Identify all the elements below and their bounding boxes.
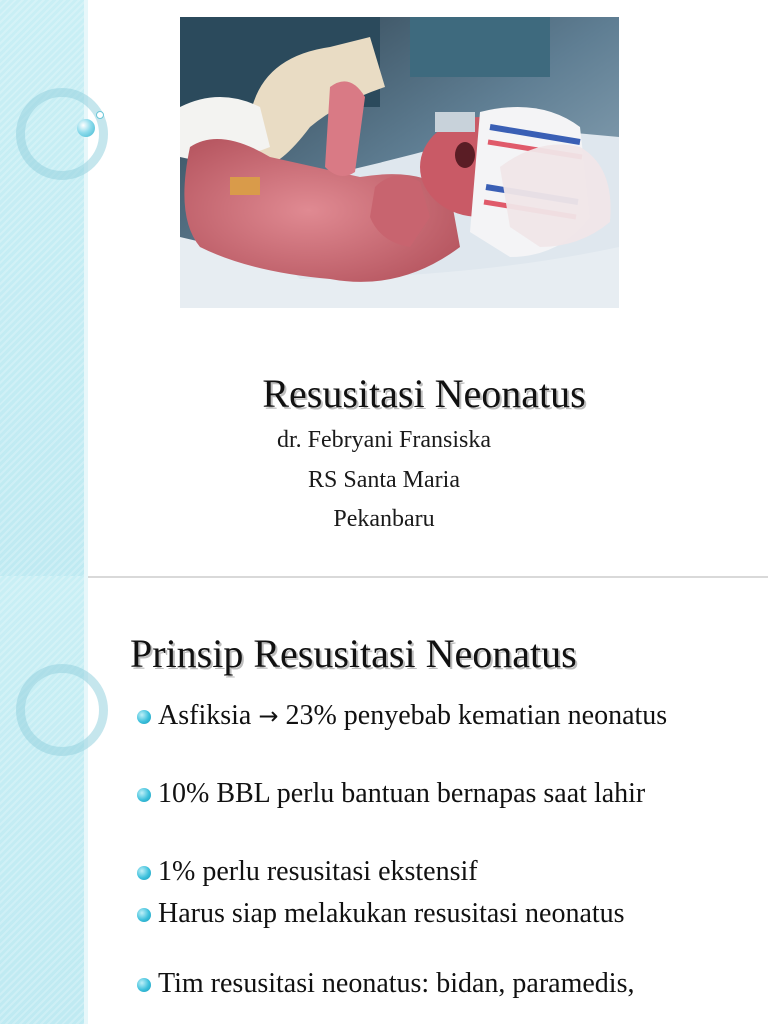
- bullet-item: [135, 854, 768, 890]
- newborn-baby-photo: [180, 17, 619, 308]
- decorative-small-bubble: [96, 111, 104, 119]
- city-name: Pekanbaru: [333, 506, 435, 532]
- arrow-right-icon: →: [258, 702, 279, 730]
- author-name: dr. Febryani Fransiska: [277, 427, 491, 453]
- hospital-name: RS Santa Maria: [308, 467, 460, 493]
- bullet-text: Tim resusitasi neonatus: bidan, paramedis,: [158, 968, 635, 999]
- bullet-item: [135, 896, 768, 932]
- bullet-text: Harus siap melakukan resusitasi neonatus: [158, 898, 625, 929]
- side-band-divider: [84, 576, 88, 1024]
- bullet-text-before: Asfiksia: [158, 700, 259, 731]
- slide-title: Resusitasi Neonatus: [262, 371, 586, 416]
- side-band-divider: [84, 0, 88, 576]
- bullet-icon: [137, 908, 151, 922]
- content-slide: [0, 576, 768, 1024]
- decorative-side-band: [0, 0, 85, 576]
- bullet-text: 10% BBL perlu bantuan bernapas saat lahir: [158, 778, 646, 809]
- bullet-text-after: 23% penyebab kematian neonatus: [278, 700, 668, 731]
- bullet-text: 1% perlu resusitasi ekstensif: [158, 856, 478, 887]
- decorative-ring: [16, 664, 108, 756]
- bullet-item: [135, 966, 768, 1002]
- bullet-icon: [137, 866, 151, 880]
- slide-heading: Prinsip Resusitasi Neonatus: [130, 631, 577, 676]
- bullet-item: [135, 698, 768, 770]
- decorative-ring: [16, 88, 108, 180]
- bullet-icon: [137, 978, 151, 992]
- bullet-item: [135, 776, 768, 848]
- slide-separator: [0, 576, 768, 578]
- bullet-icon: [137, 710, 151, 724]
- bullet-icon: [137, 788, 151, 802]
- decorative-side-band: [0, 576, 85, 1024]
- bullet-list: [135, 698, 768, 1002]
- decorative-bubble: [77, 119, 95, 137]
